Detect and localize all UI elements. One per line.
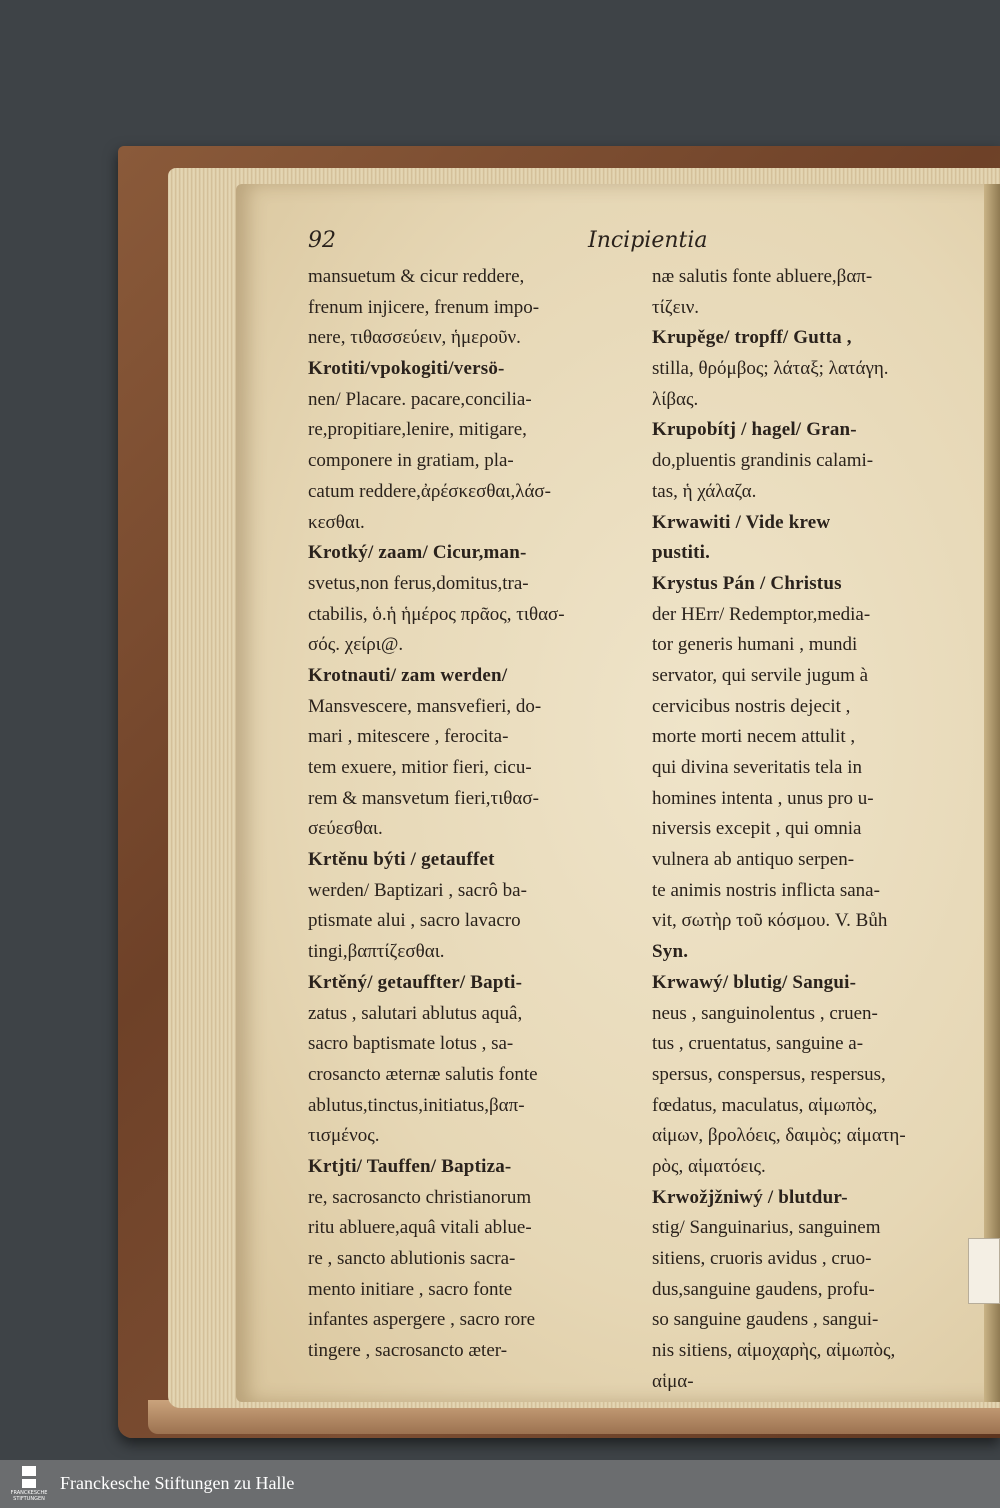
text-line: λίβας. <box>652 388 699 410</box>
text-line: stig/ Sanguinarius, sanguinem <box>652 1217 881 1239</box>
text-line: catum reddere,ἀρέσκεσθαι,λάσ- <box>308 480 551 502</box>
text-line: τίζειν. <box>652 296 700 318</box>
text-line: der HErr/ Redemptor,media- <box>652 603 871 625</box>
entry-headword-line: Krotiti/vpokogiti/versö- <box>308 358 505 380</box>
entry-headword-line: Krystus Pán / Christus <box>652 572 842 594</box>
text-line: mari , mitescere , ferocita- <box>308 726 509 748</box>
entry-headword-line: pustiti. <box>652 542 711 564</box>
text-line: fœdatus, maculatus, αἱμωπὸς, <box>652 1094 878 1116</box>
text-line: κεσθαι. <box>308 511 365 533</box>
text-line: nere, τιθασσεύειν, ἡμεροῦν. <box>308 327 521 349</box>
left-column <box>308 262 644 1367</box>
text-line: vit, σωτὴρ τοῦ κόσμου. V. Bůh <box>652 910 888 932</box>
entry-headword-line: Krwawý/ blutig/ Sangui- <box>652 971 857 993</box>
text-line: σεύεσθαι. <box>308 818 383 840</box>
text-line: Mansvescere, mansvefieri, do- <box>308 695 542 717</box>
text-line: infantes aspergere , sacro rore <box>308 1309 536 1331</box>
text-line: rem & mansvetum fieri,τιθασ- <box>308 787 539 809</box>
running-head: Incipientia <box>588 228 708 253</box>
text-line: werden/ Baptizari , sacrô ba- <box>308 879 527 901</box>
entry-headword-line: Krotnauti/ zam werden/ <box>308 664 508 686</box>
text-line: re, sacrosancto christianorum <box>308 1186 532 1208</box>
franckesche-logo-icon <box>10 1466 48 1502</box>
text-line: componere in gratiam, pla- <box>308 450 514 472</box>
right-column <box>652 262 988 1397</box>
entry-headword-line: Krtěnu býti / getauffet <box>308 849 495 871</box>
entry-headword-line: Krotký/ zaam/ Cicur,man- <box>308 542 527 564</box>
text-line: mansuetum & cicur reddere, <box>308 266 525 287</box>
text-line: morte morti necem attulit , <box>652 726 856 748</box>
entry-headword-line: Krupěge/ tropff/ Gutta , <box>652 327 852 349</box>
text-line: ablutus,tinctus,initiatus,βαπ- <box>308 1094 525 1116</box>
text-line: re,propitiare,lenire, mitigare, <box>308 419 527 441</box>
text-line: niversis excepit , qui omnia <box>652 818 862 840</box>
entry-headword-line: Krupobítj / hagel/ Gran- <box>652 419 857 441</box>
text-line: tem exuere, mitior fieri, cicu- <box>308 757 532 778</box>
page-number: 92 <box>308 228 336 253</box>
text-line: τισμένος. <box>308 1125 380 1147</box>
text-line: zatus , salutari ablutus aquâ, <box>308 1002 523 1024</box>
footer-bar <box>0 1460 1000 1508</box>
text-line: tus , cruentatus, sanguine a- <box>652 1033 864 1055</box>
text-line: nis sitiens, αἱμοχαρὴς, αἱμωπὸς, <box>652 1340 896 1362</box>
entry-headword-line: Syn. <box>652 941 689 963</box>
text-line: tingere , sacrosancto æter- <box>308 1340 508 1362</box>
page-text <box>308 226 988 1392</box>
text-line: nen/ Placare. pacare,concilia- <box>308 388 532 410</box>
text-line: mento initiare , sacro fonte <box>308 1278 513 1300</box>
text-line: stilla, θρόμβος; λάταξ; λατάγη. <box>652 358 889 380</box>
text-line: ptismate alui , sacro lavacro <box>308 910 521 932</box>
text-line: næ salutis fonte abluere,βαπ- <box>652 266 873 287</box>
text-line: so sanguine gaudens , sangui- <box>652 1309 879 1331</box>
text-line: sacro baptismate lotus , sa- <box>308 1033 514 1055</box>
text-line: crosancto æternæ salutis fonte <box>308 1063 538 1085</box>
page-header <box>308 226 988 262</box>
text-line: homines intenta , unus pro u- <box>652 787 874 809</box>
text-line: do,pluentis grandinis calami- <box>652 450 874 472</box>
text-line: svetus,non ferus,domitus,tra- <box>308 572 529 594</box>
text-line: sitiens, cruoris avidus , cruo- <box>652 1248 872 1269</box>
entry-headword-line: Krwožjžniwý / blutdur- <box>652 1186 848 1208</box>
text-line: ρὸς, αἱματόεις. <box>652 1155 766 1177</box>
text-line: frenum injicere, frenum impo- <box>308 296 540 318</box>
text-line: tor generis humani , mundi <box>652 634 858 656</box>
text-line: αἱμων, βρολόεις, δαιμὸς; αἱματη- <box>652 1125 906 1147</box>
logo-mark <box>22 1466 36 1488</box>
text-line: spersus, conspersus, respersus, <box>652 1063 886 1085</box>
text-line: dus,sanguine gaudens, profu- <box>652 1278 875 1300</box>
text-line: tingi,βαπτίζεσθαι. <box>308 941 445 963</box>
text-line: te animis nostris inflicta sana- <box>652 879 880 901</box>
text-line: ritu abluere,aquâ vitali ablue- <box>308 1217 532 1239</box>
text-line: qui divina severitatis tela in <box>652 757 863 778</box>
text-line: ctabilis, ὁ.ἡ ἡμέρος πρᾶος, τιθασ- <box>308 603 565 625</box>
text-line: vulnera ab antiquo serpen- <box>652 849 855 871</box>
text-line: neus , sanguinolentus , cruen- <box>652 1002 878 1024</box>
text-line: cervicibus nostris dejecit , <box>652 695 851 717</box>
text-line: tas, ἡ χάλαζα. <box>652 480 757 502</box>
text-line: αἱμα- <box>652 1370 694 1392</box>
entry-headword-line: Krtěný/ getauffter/ Bapti- <box>308 971 523 993</box>
entry-headword-line: Krwawiti / Vide krew <box>652 511 831 533</box>
footer-institution: Franckesche Stiftungen zu Halle <box>60 1473 295 1493</box>
logo-caption: FRANCKESCHE STIFTUNGEN <box>10 1490 48 1502</box>
entry-headword-line: Krtjti/ Tauffen/ Baptiza- <box>308 1155 512 1177</box>
text-line: σός. χείρι@. <box>308 634 404 656</box>
text-line: re , sancto ablutionis sacra- <box>308 1248 516 1269</box>
text-line: servator, qui servile jugum à <box>652 664 869 686</box>
